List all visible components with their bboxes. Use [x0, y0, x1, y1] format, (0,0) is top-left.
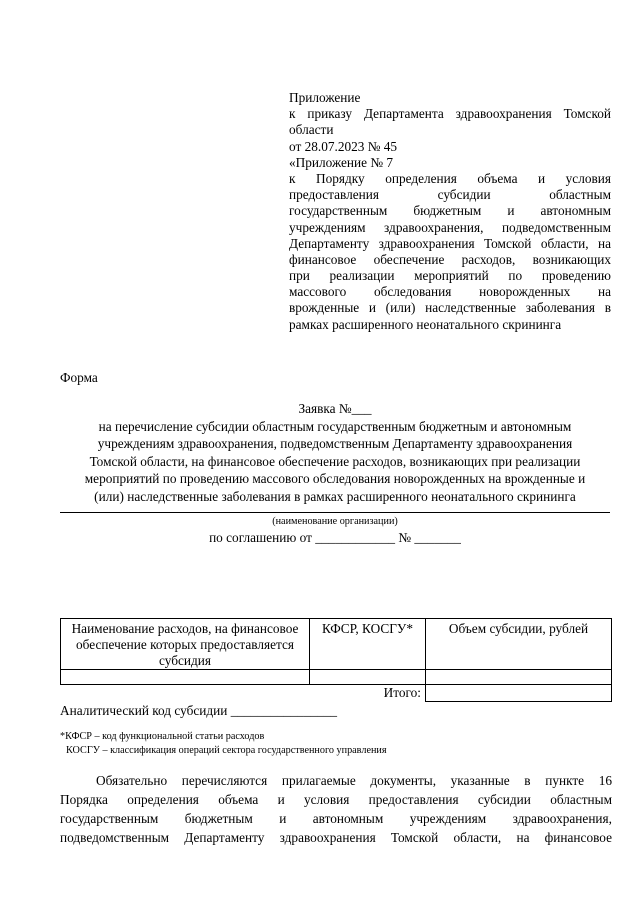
table-row: [61, 670, 612, 685]
table-cell: [310, 670, 426, 685]
header-expense-name: Наименование расходов, на финансовое обеспечение которых предоставляется субсидия: [61, 619, 310, 670]
request-title-line: на перечисление субсидии областным государственным бюджетным и автономным: [98, 418, 572, 434]
appendix-line: массового обследования новорожденных на: [289, 284, 611, 300]
appendix-line: Приложение: [289, 90, 361, 105]
appendix-line: учреждениям здравоохранения, подведомственным: [289, 219, 611, 235]
footnote-kfsr: *КФСР – код функциональной статьи расходов: [60, 731, 265, 742]
organization-caption: (наименование организации): [272, 516, 398, 527]
table-cell: [426, 670, 612, 685]
table-cell: [61, 670, 310, 685]
appendix-block: [289, 90, 611, 333]
appendix-line: при реализации мероприятий по проведению: [289, 268, 611, 284]
request-title: [50, 400, 620, 506]
agreement-line: по соглашению от ____________ № _______: [209, 530, 461, 545]
appendix-line: Департаменту здравоохранения Томской области, на: [289, 235, 611, 251]
body-line: подведомственным Департаменту здравоохранения Томской области, на финансовое: [60, 830, 612, 845]
body-paragraph: [60, 772, 612, 848]
appendix-line: финансовое обеспечение расходов, возникающих: [289, 251, 611, 267]
appendix-line: к Порядку определения объема и условия: [289, 170, 611, 186]
analytic-code: Аналитический код субсидии ________________: [60, 703, 338, 718]
organization-name-line: [60, 512, 610, 513]
footnote-kosgu: КОСГУ – классификация операций сектора государственного управления: [66, 745, 387, 756]
body-line: Обязательно перечисляются прилагаемые документы, указанные в пункте 16: [96, 773, 612, 788]
expense-table: [60, 618, 612, 702]
appendix-line: области: [289, 122, 334, 138]
request-title-line: мероприятий по проведению массового обследования новорожденных на врожденные и: [84, 471, 586, 487]
form-label: Форма: [60, 370, 98, 385]
request-title-line: Заявка №___: [298, 401, 372, 416]
header-kfsr-kosgu: КФСР, КОСГУ*: [310, 619, 426, 670]
body-line: государственным бюджетным и автономным учреждениям здравоохранения,: [60, 811, 612, 826]
header-subsidy-amount: Объем субсидии, рублей: [426, 619, 612, 670]
appendix-line: врожденные и (или) наследственные заболевания в: [289, 300, 611, 316]
body-line: Порядка определения объема и условия предоставления субсидии областным: [60, 792, 612, 807]
appendix-line: от 28.07.2023 № 45: [289, 138, 398, 154]
appendix-line: «Приложение № 7: [289, 154, 393, 170]
request-title-line: Томской области, на финансовое обеспечение расходов, возникающих при реализации: [89, 453, 581, 469]
table-header-row: [61, 619, 612, 670]
total-row: [61, 685, 612, 702]
appendix-line: к приказу Департамента здравоохранения Томской: [289, 106, 611, 122]
total-label: Итого:: [61, 685, 426, 702]
appendix-line: рамках расширенного неонатального скрининга: [289, 316, 562, 332]
total-value-cell: [426, 685, 612, 702]
request-title-line: (или) наследственные заболевания в рамках расширенного неонатального скрининга: [94, 488, 576, 504]
appendix-line: предоставления субсидии областным: [289, 187, 611, 203]
request-title-line: учреждениям здравоохранения, подведомственным Департаменту здравоохранения: [97, 436, 573, 452]
appendix-line: государственным бюджетным и автономным: [289, 203, 611, 219]
